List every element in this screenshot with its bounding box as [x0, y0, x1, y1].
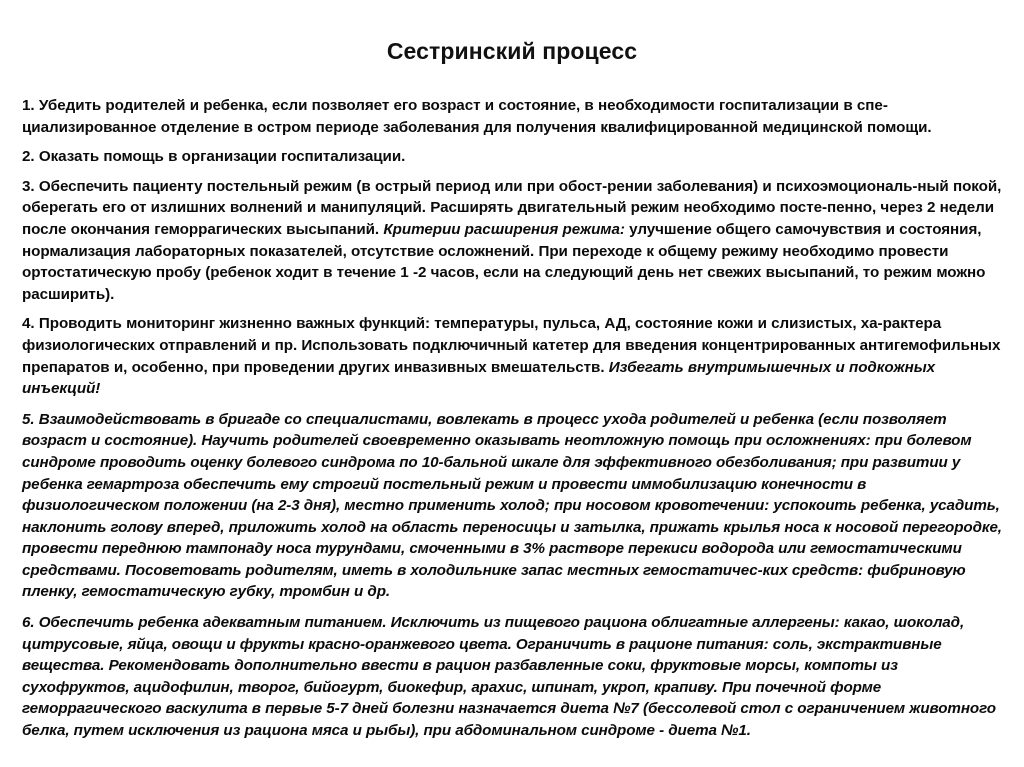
list-item-number: 2.	[22, 148, 35, 166]
list-item-text-part: Обеспечить пациенту постельный режим (в острый период или при обост-рении заболевания) и психоэмоциональ-ный покой, оберегать его от излишних волнений и манипуляций. Расширять двигательный режим необходимо посте-пенно, через 2 недели после окончания геморрагических высыпаний.	[22, 177, 1002, 238]
content-body	[22, 95, 1004, 742]
list-item	[22, 176, 1004, 306]
list-item-number: 6.	[22, 614, 35, 632]
list-item	[22, 612, 1004, 742]
list-item-emphasis: Избегать внутримышечных и подкожных инъекций!	[22, 358, 936, 398]
list-item-number: 1.	[22, 97, 35, 114]
list-item-text: Убедить родителей и ребенка, если позволяет его возраст и состояние, в необходимости госпитализации в спе-циализированное отделение в остром периоде заболевания для получения квалифицированной медицинской помощи.	[22, 97, 932, 136]
list-item-number: 4.	[22, 315, 35, 333]
list-item-text: Оказать помощь в организации госпитализации.	[38, 148, 406, 166]
list-item-text-part: улучшение общего самочувствия и состояния, нормализация лабораторных показателей, отсутствие осложнений. При переходе к общему режиму необходимо провести ортостатическую пробу (ребенок ходит в течение 1 -2 часов, если на следующий день нет свежих высыпаний, то режим можно расширить).	[22, 220, 986, 303]
list-item-text: Обеспечить ребенка адекватным питанием. Исключить из пищевого рациона облигатные аллергены: какао, шоколад, цитрусовые, яйца, овощи и фрукты красно-оранжевого цвета. Ограничить в рационе питания: соль, экстрактивные вещества. Рекомендовать дополнительно ввести в рацион разбавленные соки, фруктовые морсы, компоты из сухофруктов, ацидофилин, творог, бийогурт, биокефир, арахис, шпинат, укроп, крапиву. При почечной форме геморрагического васкулита в первые 5-7 дней болезни назначается диета №7 (бессолевой стол с ограничением животного белка, путем исключения из рациона мяса и рыбы), при абдоминальном синдроме - диета №1.	[22, 614, 996, 740]
list-item-text: Взаимодействовать в бригаде со специалистами, вовлекать в процесс ухода родителей и ребенка (если позволяет возраст и состояние). Научить родителей своевременно оказывать неотложную помощь при осложнениях: при болевом синдроме проводить оценку болевого синдрома по 10-бальной шкале для эффективного обезболивания; при развитии у ребенка гемартроза обеспечить ему строгий постельный режим и провести иммобилизацию конечности в физиологическом положении (на 2-3 дня), местно применить холод; при носовом кровотечении: успокоить ребенка, усадить, наклонить голову вперед, приложить холод на область переносицы и затылка, прижать крылья носа к носовой перегородке, провести переднюю тампонаду носа турундами, смоченными в 3% растворе перекиси водорода или гемостатическими средствами. Посоветовать родителям, иметь в холодильнике запас местных гемостатичес-ких средств: фибриновую пленку, гемостатическую губку, тромбин и др.	[22, 410, 1002, 601]
list-item	[22, 146, 1004, 168]
list-item-number: 5.	[22, 410, 35, 428]
list-item	[22, 313, 1004, 399]
list-item-number: 3.	[22, 177, 35, 195]
list-item	[22, 409, 1004, 603]
list-item-text-part: Проводить мониторинг жизненно важных функций: температуры, пульса, АД, состояние кожи и слизистых, ха-рактера физиологических отправлений и пр. Использовать подключичный катетер для введения концентрированных антигемофильных препаратов и, особенно, при проведении других инвазивных вмешательств.	[22, 315, 1001, 376]
list-item	[22, 95, 1004, 138]
page-title: Сестринский процесс	[386, 38, 638, 64]
list-item-emphasis: Критерии расширения режима:	[383, 220, 625, 238]
